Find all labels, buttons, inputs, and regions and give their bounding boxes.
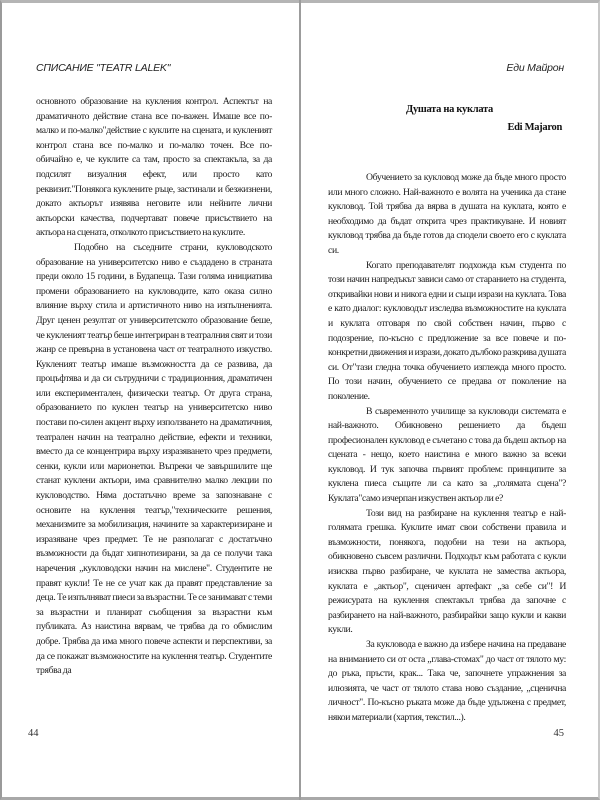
left-page: [2, 0, 299, 800]
article-title: Душата на куклата: [406, 104, 493, 115]
article-author: Edi Majaron: [507, 122, 562, 133]
right-page: [301, 0, 598, 800]
paragraph: Когато преподавателят подхожда към студента по този начин напредъкът зависи само от старанието на студента, откривайки нови и никога едни и същи изрази на куклата. Това е като диалог: кукловодът изследва възможностите на куклата и куклата отговаря по свой собствен начин, първо с подозрение, по-късно с предложение за все повече и по-конкретни движения и изрази, докато дълбоко разкрива душата си. От"тази гледна точка обучението изглежда много просто. По този начин, обучението се предава от поколение на поколение.: [328, 259, 566, 402]
left-page-body: [36, 95, 272, 679]
paragraph: Обучението за кукловод може да бъде много просто или много сложно. Най-важното е волята на ученика да стане кукловод. Той трябва да вярва в душата на куклата, която е необходимо да бъдат открита чрез практикуване. И новият кукловод трябва да бъде готов да сподели своето его с куклата си.: [328, 172, 566, 256]
page-number: 45: [553, 728, 564, 739]
paragraph: Този вид на разбиране на куклення театър е най-голямата грешка. Куклите имат свои собствени правила и възможности, понякога, подобни на тези на актьора, обикновено съвсем различни. Подходът към работата с кукли изисква първо разбиране, че куклата не замества актьора, куклата е „актьор", сценичен артефакт „за себе си"! И режисурата на куклення спектакъл трябва да започне с разбирането на най-важното, разбирайки защо кукли и какви кукли.: [328, 507, 566, 636]
running-head-author: Еди Майрон: [506, 62, 564, 74]
paragraph: За кукловода е важно да избере начина на предаване на вниманието си от оста „глава-стомах" до част от тялото му: до ръка, пръсти, крак... Така че, започнете упражнения за илюзията, че част от тялото става ново създание, „сценична личност". По-късно ръката може да бъде удължена с предмет, някои материали (хартия, текстил...).: [328, 639, 566, 723]
paragraph: основното образование на кукления контрол. Аспектът на драматичното действие стана все по-важен. Имаше все по-малко и по-малко"действие с куклите на сцената, и кукленият контрол стана все по-малко и по-малко точен. Все по-обичайно е, че куклите са там, просто за спектакъла, за да подсилят визуалния ефект, или просто като реквизит."Понякога куклените ръце, застинали и безжизнени, докато актьорът изявява неговите или нейните лични актьорски качества, подчертават повече присъствието на актьора на сцената, отколкото присъствието на куклите.: [36, 96, 272, 239]
paragraph: Подобно на съседните страни, кукловодското образование на университетско ниво е създадено в страната преди около 15 години, в Будапеща. Тази голяма инициатива промени образованието на кукловодите, като оказа силно влияние върху стила и артистичното ниво на изпълненията. Друг ценен резултат от университетското образование беше, че кукленият театър беше интегриран в театралния свят и този жанр се превърна в установена част от театралното изкуство. Кукленият театър имаше възможността да се развива, да процъфтява и да си сътрудничи с традиционния, драматичен или експериментален, физически театър. От друга страна, образованието по куклен театър на университетско ниво постави по-силен акцент върху използването на драматичния, театрален начин на театрално действие, ефекти и техники, вместо да се концентрира върху изразяването чрез предмети, сенки, кукли или марионетки. Въпреки че завършилите ще станат куклени актьори, има сравнително малко лекции по кукловодство. Няма достатъчно време за запознаване с основите на куклення театър,"техническите решения, механизмите за мобилизация, начините за характеризиране и изразяване чрез предмет. Те не разполагат с достатъчно възможности да бъдат хипнотизирани, за да се получи така наречения „кукловодски начин на мислене". Студентите не правят кукли! Те не се учат как да правят представление за деца. Те изпълняват пиеси за възрастни. Те се занимават с теми за възрастни и планират съобщения за възрастни към публиката. Аз наистина вярвам, че трябва да го обмислим добре. Трябва да има много повече аспекти и перспективи, за да се покажат възможностите на куклення театър. Студентите трябва да: [36, 241, 272, 677]
running-head-journal-title: СПИСАНИЕ "TEATR LALEK": [36, 62, 171, 74]
right-page-body: [328, 171, 566, 726]
page-number: 44: [28, 728, 39, 739]
paragraph: В съвременното училище за кукловоди системата е най-важното. Обикновено решението да бъдеш професионален кукловод е съчетано с това да бъдеш актьор на сцената - нещо, което наистина е много важно за всеки кукловод. И тук започва първият проблем: принципите за куклена пиеса същите ли са като за „голямата сцена"? Куклата"само изчерпан изкуствен актьор ли е?: [328, 405, 566, 505]
